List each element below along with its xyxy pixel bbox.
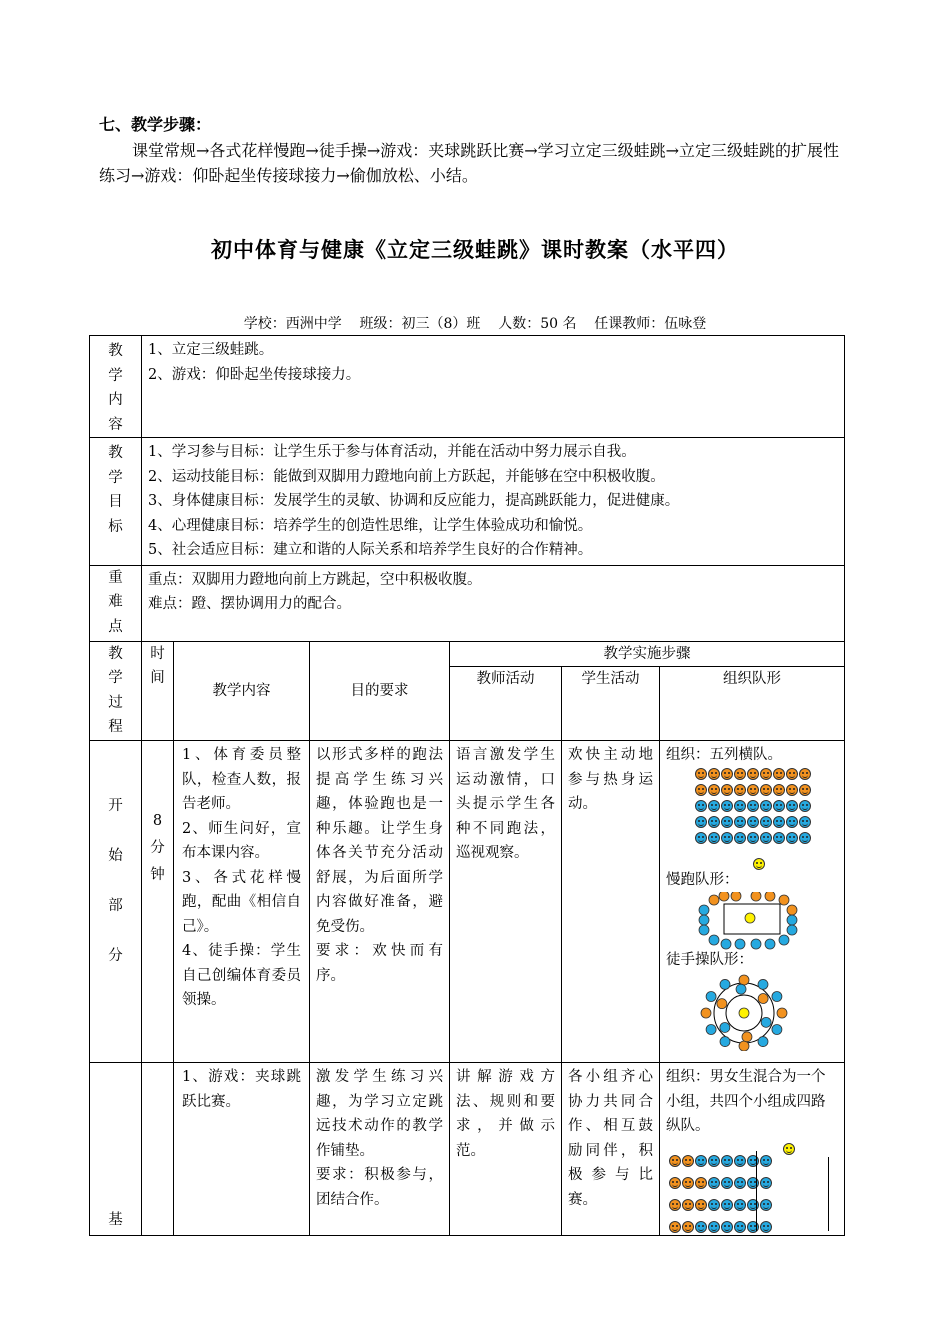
person-icon xyxy=(739,975,749,985)
basic-teacher: 讲解游戏方法、规则和要求，并做示范。 xyxy=(450,1063,562,1236)
person-icon xyxy=(765,939,775,949)
person-icon xyxy=(719,892,729,901)
key-points-text: 重点：双脚用力蹬地向前上方跳起，空中积极收腹。 难点：蹬、摆协调用力的配合。 xyxy=(142,565,845,641)
start-section-label: 开 始 部 分 xyxy=(90,741,142,1063)
person-icon xyxy=(709,935,719,945)
person-icon xyxy=(739,1008,749,1018)
formation-row-blue-3 xyxy=(694,830,838,846)
person-icon xyxy=(706,991,716,1001)
content-text: 1、立定三级蛙跳。 2、游戏：仰卧起坐传接球接力。 xyxy=(142,336,845,438)
person-icon xyxy=(758,979,768,989)
goals-text: 1、学习参与目标：让学生乐于参与体育活动，并能在活动中努力展示自我。 2、运动技能目标：能做到双脚用力蹬地向前上方跃起，并能够在空中积极收腹。 3、身体健康目标：发展学生的灵敏、协调和反应能力，提高跳跃能力，促进健康。 4、心理健康目标：培养学生的创造性思维，让学生体验成功和愉悦。 5、社会适应目标：建立和谐的人际关系和培养学生良好的合作精神。 xyxy=(142,438,845,566)
start-formation: 组织：五列横队。 慢跑队形： 徒手操队形： xyxy=(660,741,845,1063)
person-icon xyxy=(720,1036,730,1046)
person-icon xyxy=(751,892,761,901)
teacher-header: 教师活动 xyxy=(450,667,562,741)
person-icon xyxy=(731,892,741,901)
content-header: 教学内容 xyxy=(174,641,310,741)
section-title: 七、教学步骤： xyxy=(99,115,212,134)
formation-row-blue-2 xyxy=(694,814,838,830)
person-icon xyxy=(787,905,797,915)
person-icon xyxy=(699,905,709,915)
person-icon xyxy=(761,1017,771,1027)
basic-content: 1、游戏：夹球跳跃比赛。 xyxy=(174,1063,310,1236)
key-points-row xyxy=(90,565,845,641)
person-icon xyxy=(745,913,755,923)
formation-row-blue-1 xyxy=(694,798,838,814)
person-icon xyxy=(736,984,746,994)
person-icon xyxy=(777,1008,787,1018)
person-icon xyxy=(706,1024,716,1034)
person-icon xyxy=(772,1024,782,1034)
start-purpose: 以形式多样的跑法提高学生练习兴趣，体验跑也是一种乐趣。让学生身体各关节充分活动舒展，为后面所学内容做好准备，避免受伤。 要求：欢快而有序。 xyxy=(310,741,450,1063)
purpose-header: 目的要求 xyxy=(310,641,450,741)
key-points-label: 重 难 点 xyxy=(90,565,142,641)
jogging-formation xyxy=(694,892,814,952)
person-icon xyxy=(699,925,709,935)
process-label: 教 学 过 程 xyxy=(90,641,142,741)
basic-student: 各小组齐心协力共同合作、相互鼓励同伴，积极参与比赛。 xyxy=(562,1063,660,1236)
start-section-row xyxy=(90,741,845,1063)
goals-row xyxy=(90,438,845,566)
goals-label: 教 学 目 标 xyxy=(90,438,142,566)
person-icon xyxy=(758,1036,768,1046)
five-line-formation xyxy=(694,766,838,872)
time-header: 时 间 xyxy=(142,641,174,741)
person-icon xyxy=(765,892,775,901)
person-icon xyxy=(701,1008,711,1018)
basic-formation: 组织：男女生混合为一个小组，共四个小组成四路纵队。 xyxy=(660,1063,845,1236)
formation-row-orange-2 xyxy=(694,782,838,798)
person-icon xyxy=(787,925,797,935)
start-student: 欢快主动地参与热身运动。 xyxy=(562,741,660,1063)
exercise-formation xyxy=(694,973,814,1051)
person-icon xyxy=(779,895,789,905)
start-content: 1、体育委员整队，检查人数，报告老师。 2、师生问好，宣布本课内容。 3、各式花样慢跑，配曲《相信自己》。 4、徒手操：学生自己创编体育委员领操。 xyxy=(174,741,310,1063)
student-header: 学生活动 xyxy=(562,667,660,741)
person-icon xyxy=(720,979,730,989)
basic-purpose: 激发学生练习兴趣，为学习立定跳远技术动作的教学作铺垫。 要求：积极参与，团结合作。 xyxy=(310,1063,450,1236)
basic-time xyxy=(142,1063,174,1236)
person-icon xyxy=(720,1022,730,1032)
basic-section-row xyxy=(90,1063,845,1236)
person-icon xyxy=(742,1031,752,1041)
start-teacher: 语言激发学生运动激情，口头提示学生各种不同跑法，巡视观察。 xyxy=(450,741,562,1063)
person-icon xyxy=(779,935,789,945)
basic-section-label: 基 xyxy=(90,1063,142,1236)
lesson-meta: 学校：西洲中学 班级：初三（8）班 人数：50 名 任课教师：伍咏登 xyxy=(243,316,707,332)
person-icon xyxy=(787,915,797,925)
person-icon xyxy=(739,1041,749,1051)
start-time: 8 分 钟 xyxy=(142,741,174,1063)
person-icon xyxy=(772,991,782,1001)
content-row xyxy=(90,336,845,438)
content-label: 教 学 内 容 xyxy=(90,336,142,438)
formation-header: 组织队形 xyxy=(660,667,845,741)
teaching-steps: 课堂常规→各式花样慢跑→徒手操→游戏：夹球跳跃比赛→学习立定三级蛙跳→立定三级蛙跳的扩展性练习→游戏：仰卧起坐传接球接力→偷伽放松、小结。 xyxy=(99,141,840,185)
person-icon xyxy=(699,915,709,925)
person-icon xyxy=(709,895,719,905)
four-column-formation xyxy=(666,1139,838,1233)
document-title: 初中体育与健康《立定三级蛙跳》课时教案（水平四） xyxy=(211,237,739,262)
formation-row-orange-1 xyxy=(694,766,838,782)
person-icon xyxy=(717,998,727,1008)
teacher-icon xyxy=(753,858,765,870)
lesson-plan-table xyxy=(89,335,845,1236)
steps-header: 教学实施步骤 xyxy=(450,641,845,667)
person-icon xyxy=(758,993,768,1003)
teacher-icon xyxy=(783,1143,795,1155)
